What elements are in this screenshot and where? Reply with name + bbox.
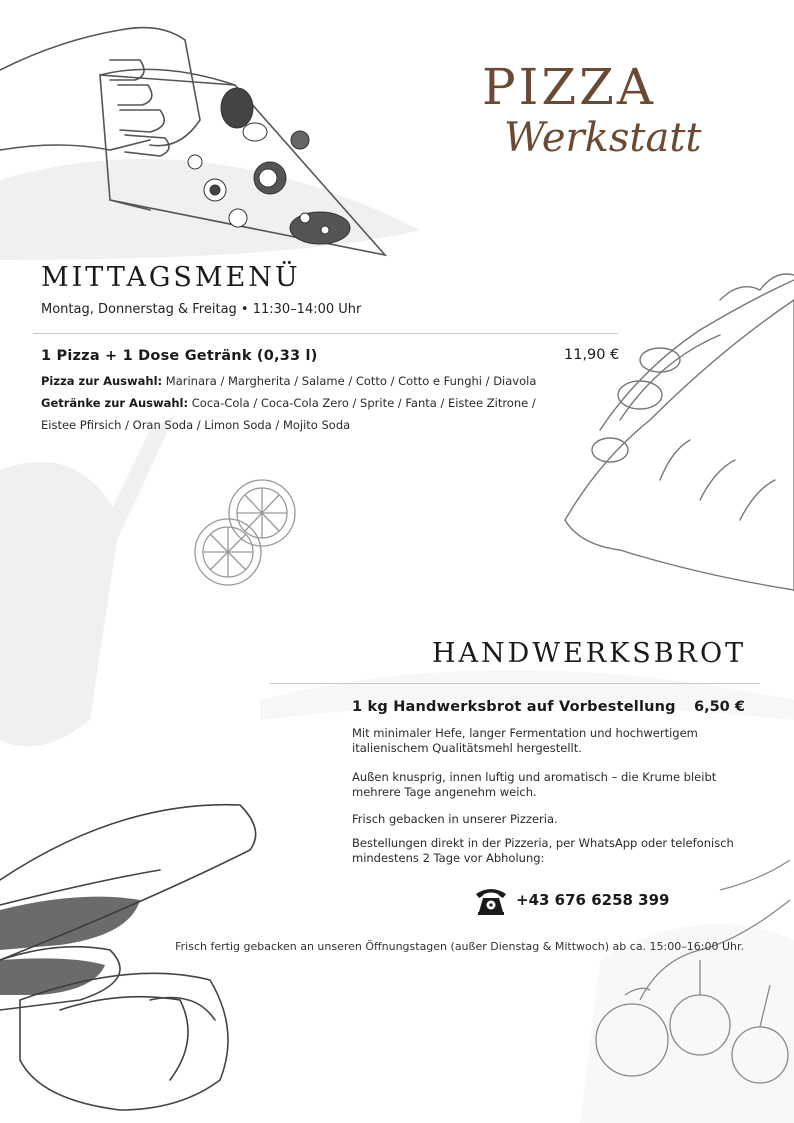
logo-pizza: PIZZA bbox=[482, 58, 656, 116]
bread-para-3: Frisch gebacken in unserer Pizzeria. bbox=[352, 812, 558, 826]
lemon-sketch bbox=[195, 480, 295, 585]
bread-para-4: Bestellungen direkt in der Pizzeria, per WhatsApp oder telefonisch mindestens 2 Tage vor Abholung: bbox=[352, 836, 734, 865]
pizza-options-line bbox=[41, 370, 561, 392]
footer-note: Frisch fertig gebacken an unseren Öffnungstagen (außer Dienstag & Mittwoch) ab ca. 15:00–16:00 Uhr. bbox=[175, 940, 744, 953]
phone-number[interactable]: +43 676 6258 399 bbox=[516, 891, 670, 909]
bread-para-2: Außen knusprig, innen luftig und aromatisch – die Krume bleibt mehrere Tage angenehm weich. bbox=[352, 770, 717, 799]
pizza-options-label: Pizza zur Auswahl: bbox=[41, 374, 163, 388]
bread-title: HANDWERKSBROT bbox=[432, 638, 747, 669]
drinks-options-line bbox=[41, 392, 561, 414]
lunch-divider bbox=[33, 333, 618, 334]
lunch-item-name: 1 Pizza + 1 Dose Getränk (0,33 l) bbox=[41, 348, 318, 364]
logo-werkstatt: Werkstatt bbox=[504, 115, 702, 161]
pizza-options: Marinara / Margherita / Salame / Cotto / Cotto e Funghi / Diavola bbox=[165, 374, 537, 388]
lunch-item-price: 11,90 € bbox=[564, 347, 620, 363]
sandwich-sketch bbox=[565, 274, 794, 590]
lunch-title: MITTAGSMENÜ bbox=[41, 262, 301, 293]
bread-para-1: Mit minimaler Hefe, langer Fermentation und hochwertigem italienischem Qualitätsmehl hergestellt. bbox=[352, 726, 698, 755]
telephone-icon bbox=[474, 884, 508, 916]
lunch-description bbox=[41, 370, 561, 436]
bread-item-price: 6,50 € bbox=[694, 699, 745, 715]
drinks-options-continued: Eistee Pfirsich / Oran Soda / Limon Soda / Mojito Soda bbox=[41, 418, 351, 432]
lunch-schedule: Montag, Donnerstag & Freitag • 11:30–14:00 Uhr bbox=[41, 302, 362, 317]
bread-sketch bbox=[0, 805, 256, 1110]
bread-item-name: 1 kg Handwerksbrot auf Vorbestellung bbox=[352, 699, 676, 715]
phone-contact[interactable] bbox=[474, 884, 669, 916]
bread-shading bbox=[0, 897, 140, 995]
drinks-options: Coca-Cola / Coca-Cola Zero / Sprite / Fanta / Eistee Zitrone / bbox=[191, 396, 536, 410]
bread-divider bbox=[270, 683, 760, 684]
drinks-options-label: Getränke zur Auswahl: bbox=[41, 396, 189, 410]
